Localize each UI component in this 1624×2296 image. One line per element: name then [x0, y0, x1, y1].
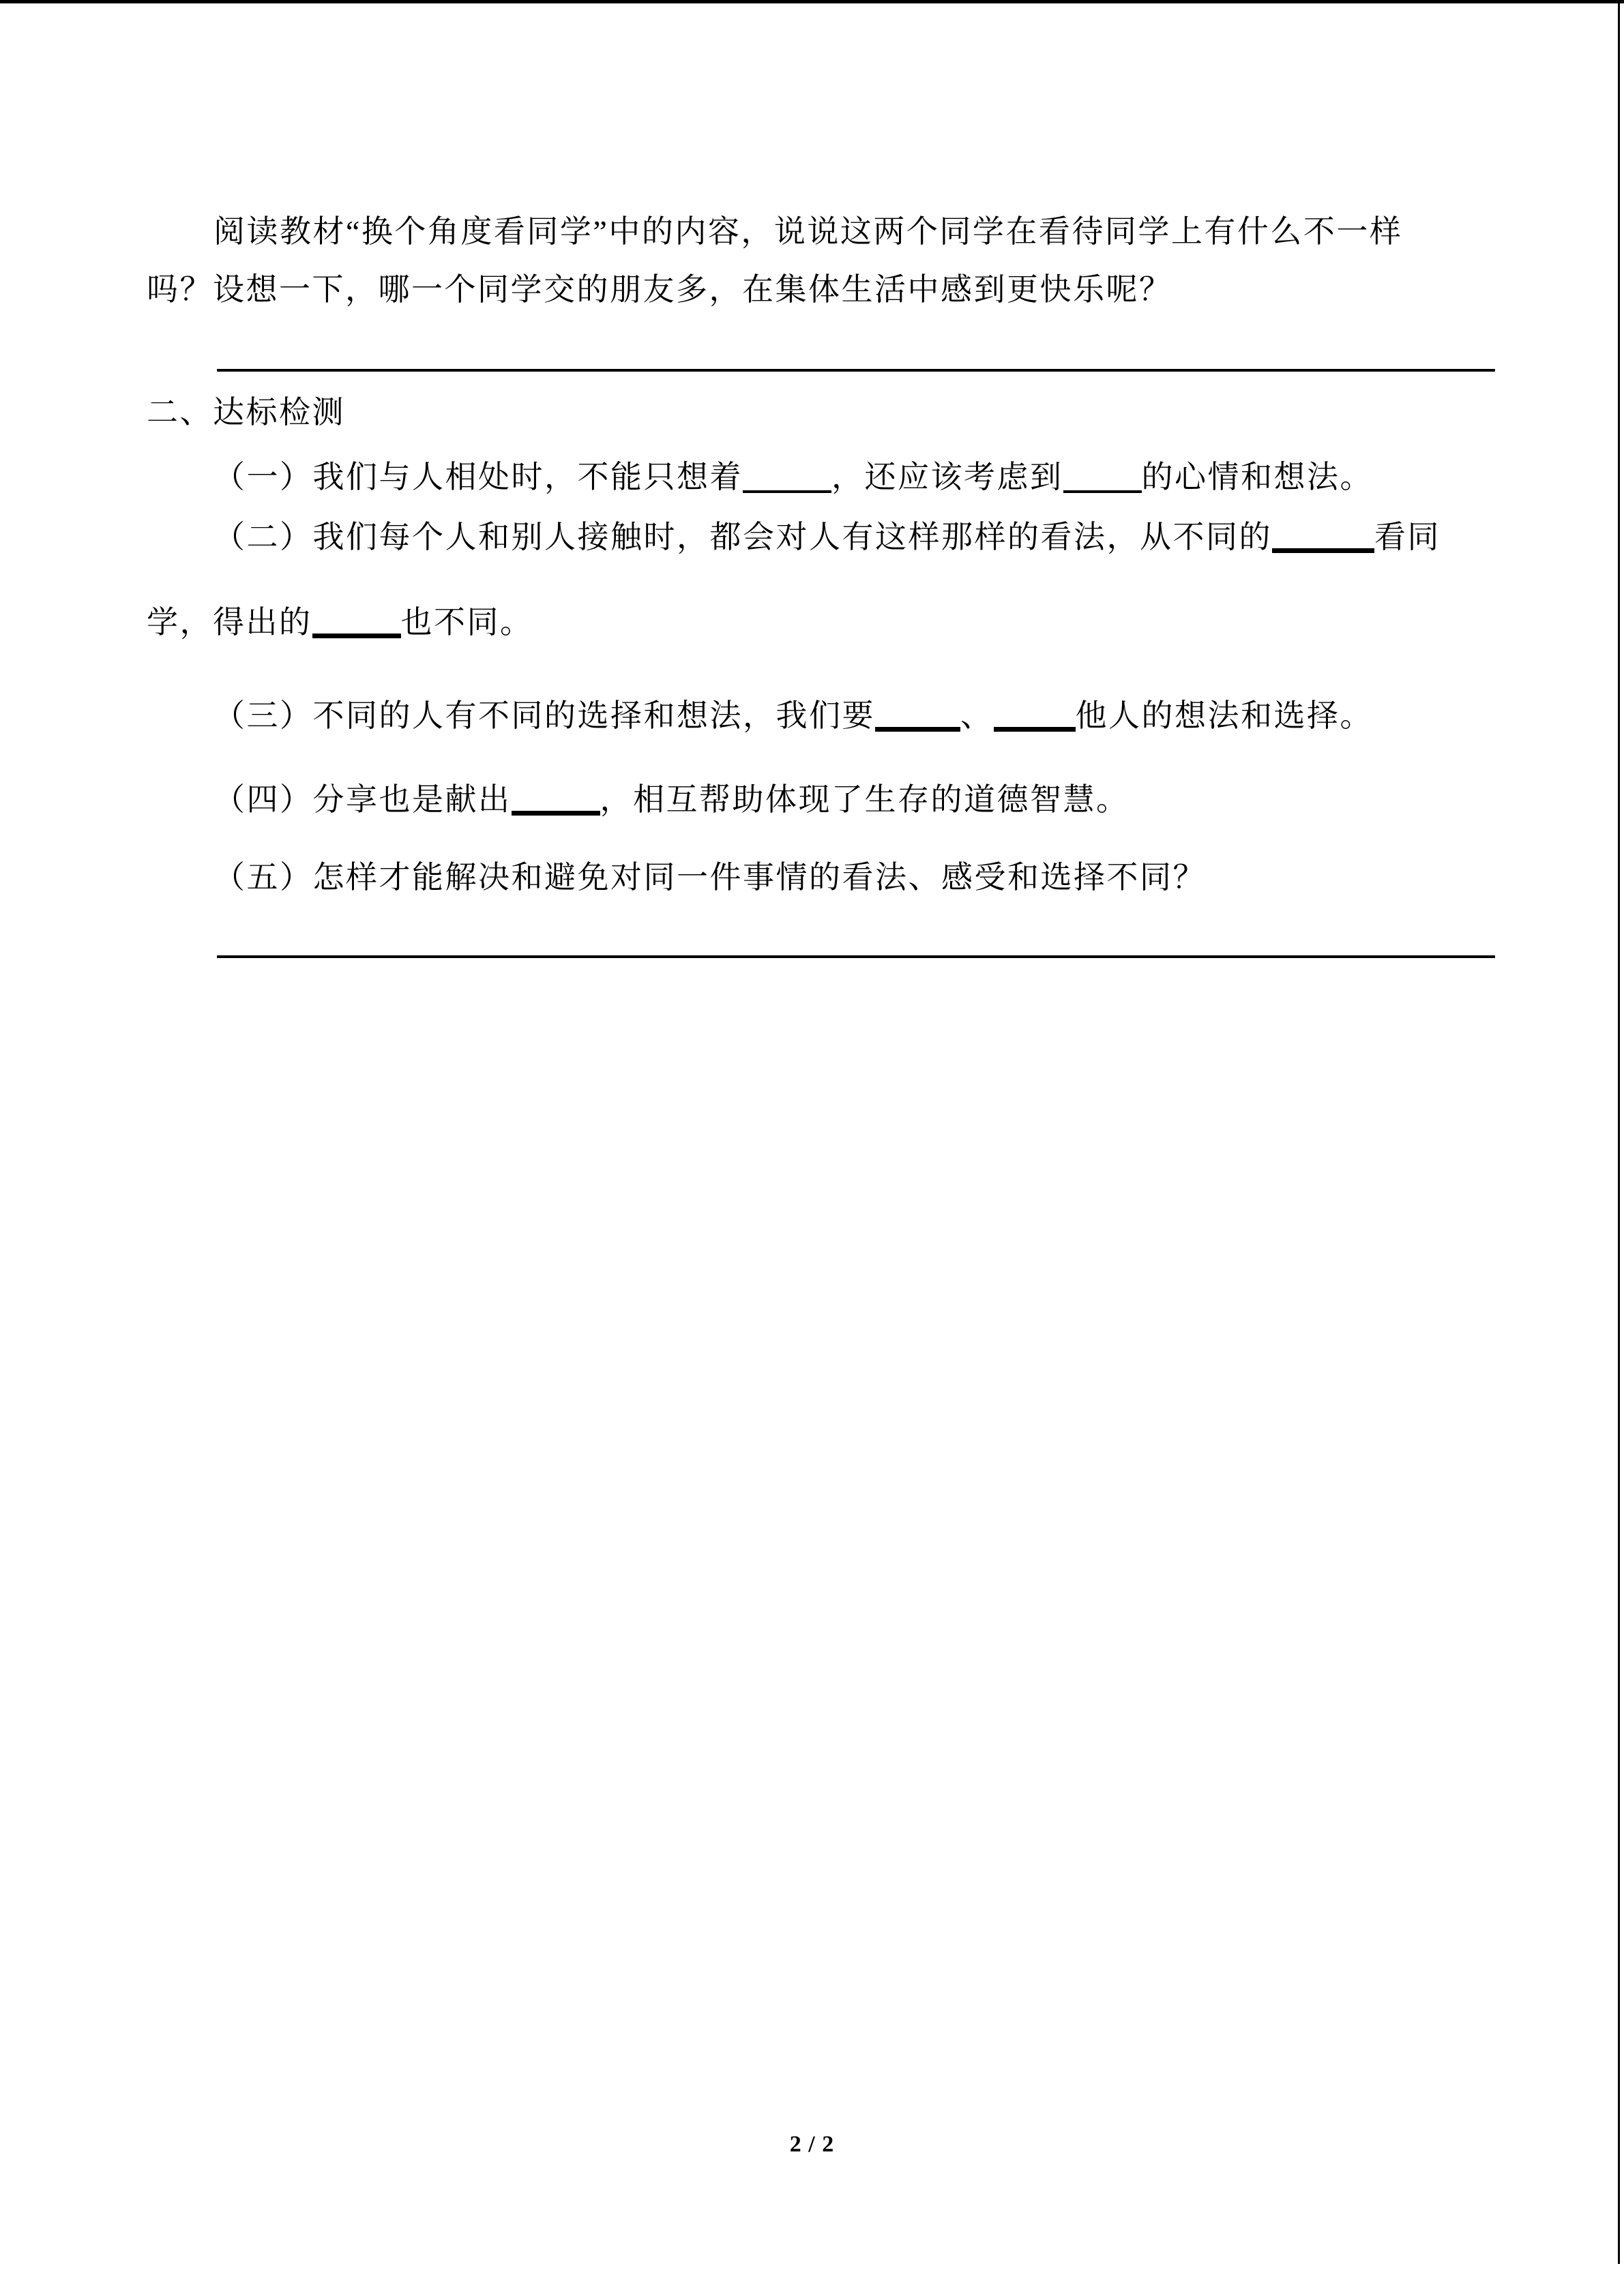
- fill-blank: [994, 701, 1076, 732]
- question-5: （五）怎样才能解决和避免对同一件事情的看法、感受和选择不同？: [213, 860, 1206, 895]
- question-2-cont-text-pre: 学，得出的: [147, 605, 312, 640]
- question-2-cont-text-post: 也不同。: [400, 605, 533, 640]
- fill-blank: [743, 464, 831, 493]
- scan-edge-top: [0, 0, 1624, 3]
- question-3-text-pre: （三）不同的人有不同的选择和想法，我们要: [213, 698, 875, 733]
- section-divider-top: [217, 369, 1495, 372]
- question-1-text-post: 的心情和想法。: [1141, 460, 1373, 494]
- question-4: [213, 784, 1130, 816]
- fill-blank: [875, 701, 960, 732]
- fill-blank: [1272, 522, 1374, 553]
- fill-blank: [512, 785, 600, 816]
- fill-blank: [1063, 464, 1142, 493]
- question-3-text-post: 他人的想法和选择。: [1075, 698, 1373, 733]
- intro-paragraph-line-2: 吗？设想一下，哪一个同学交的朋友多，在集体生活中感到更快乐呢？: [147, 272, 1172, 307]
- question-1-text-mid: ，还应该考虑到: [831, 460, 1063, 494]
- question-3-text-mid: 、: [960, 698, 994, 733]
- fill-blank: [312, 608, 401, 638]
- question-4-text-pre: （四）分享也是献出: [213, 782, 512, 817]
- section-title: 二、达标检测: [147, 395, 345, 430]
- question-2: [213, 522, 1441, 553]
- question-4-text-post: ，相互帮助体现了生存的道德智慧。: [600, 782, 1130, 817]
- page-number: 2 / 2: [789, 2132, 835, 2157]
- question-2-text-post: 看同: [1374, 520, 1441, 554]
- intro-paragraph-line-1: 阅读教材“换个角度看同学”中的内容，说说这两个同学在看待同学上有什么不一样: [213, 214, 1403, 249]
- question-3: [213, 700, 1373, 732]
- question-2-continuation: [147, 607, 533, 638]
- section-divider-bottom: [217, 955, 1495, 958]
- question-2-text-pre: （二）我们每个人和别人接触时，都会对人有这样那样的看法，从不同的: [213, 520, 1272, 554]
- question-1: [213, 462, 1373, 493]
- question-1-text-pre: （一）我们与人相处时，不能只想着: [213, 460, 743, 494]
- scan-edge-right: [1618, 0, 1620, 2264]
